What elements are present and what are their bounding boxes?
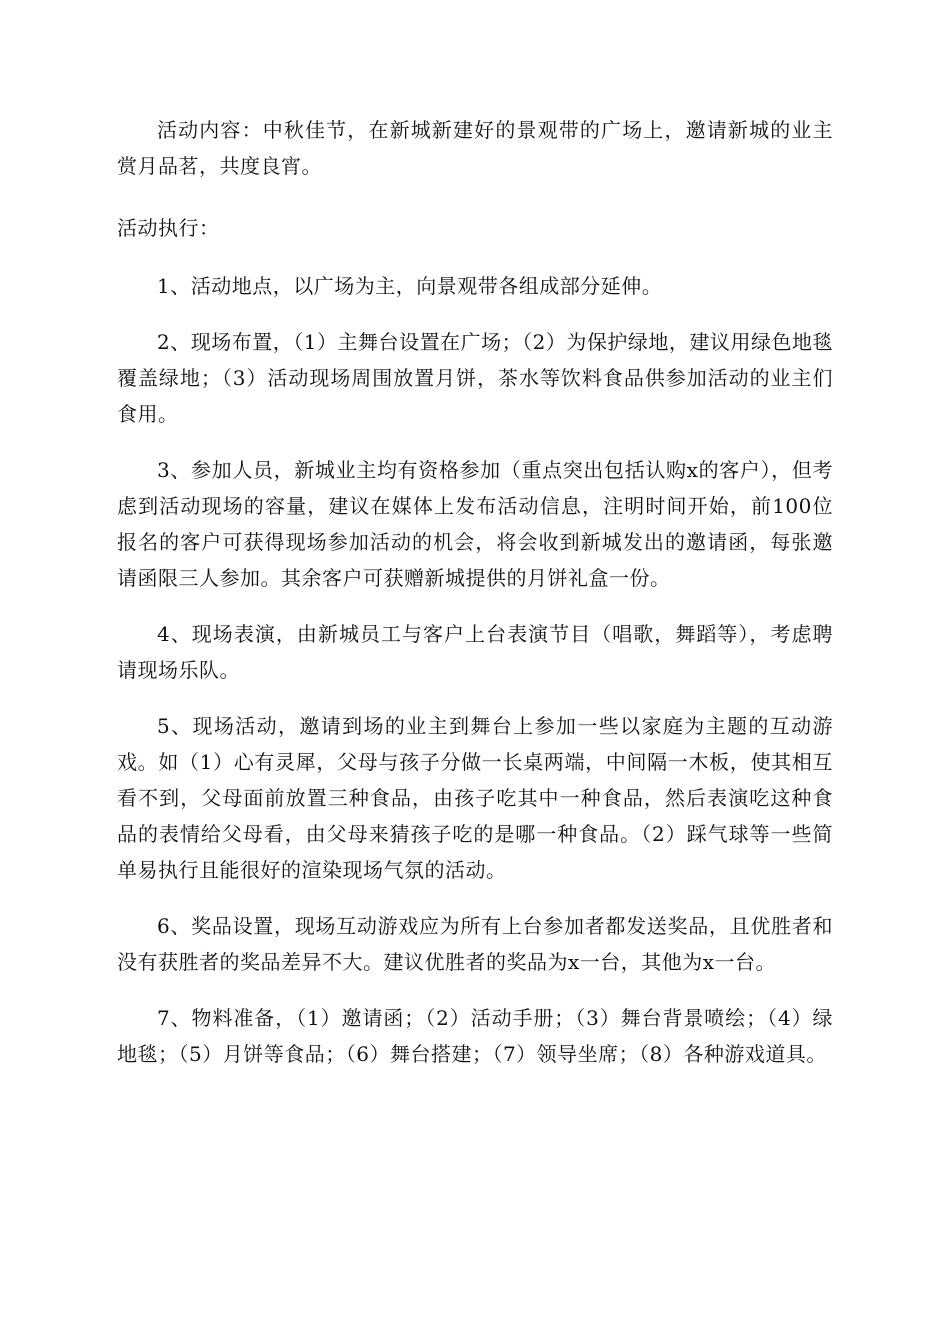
paragraph-item-7-materials: 7、物料准备，（1）邀请函；（2）活动手册；（3）舞台背景喷绘；（4）绿地毯；（5）月饼等食品；（6）舞台搭建；（7）领导坐席；（8）各种游戏道具。 <box>117 1006 833 1066</box>
paragraph-item-5-activities: 5、现场活动，邀请到场的业主到舞台上参加一些以家庭为主题的互动游戏。如（1）心有灵犀，父母与孩子分做一长桌两端，中间隔一木板，使其相互看不到，父母面前放置三种食品，由孩子吃其中一种食品，然后表演吃这种食品的表情给父母看，由父母来猜孩子吃的是哪一种食品。（2）踩气球等一些简单易执行且能很好的渲染现场气氛的活动。 <box>117 714 833 882</box>
paragraph-activity-execution-heading: 活动执行： <box>117 216 220 240</box>
paragraph-item-4-performance: 4、现场表演，由新城员工与客户上台表演节目（唱歌，舞蹈等），考虑聘请现场乐队。 <box>117 622 833 682</box>
document-body <box>117 112 833 1092</box>
paragraph-item-3-participants: 3、参加人员，新城业主均有资格参加（重点突出包括认购x的客户），但考虑到活动现场的容量，建议在媒体上发布活动信息，注明时间开始，前100位报名的客户可获得现场参加活动的机会，将会收到新城发出的邀请函，每张邀请函限三人参加。其余客户可获赠新城提供的月饼礼盒一份。 <box>117 458 833 590</box>
paragraph-item-6-prizes: 6、奖品设置，现场互动游戏应为所有上台参加者都发送奖品，且优胜者和没有获胜者的奖品差异不大。建议优胜者的奖品为x一台，其他为x一台。 <box>117 914 833 974</box>
paragraph-item-1-location: 1、活动地点，以广场为主，向景观带各组成部分延伸。 <box>157 274 663 298</box>
paragraph-item-2-setup: 2、现场布置，（1）主舞台设置在广场；（2）为保护绿地，建议用绿色地毯覆盖绿地；（3）活动现场周围放置月饼，茶水等饮料食品供参加活动的业主们食用。 <box>117 330 833 426</box>
paragraph-activity-content: 活动内容：中秋佳节，在新城新建好的景观带的广场上，邀请新城的业主赏月品茗，共度良宵。 <box>117 118 833 178</box>
